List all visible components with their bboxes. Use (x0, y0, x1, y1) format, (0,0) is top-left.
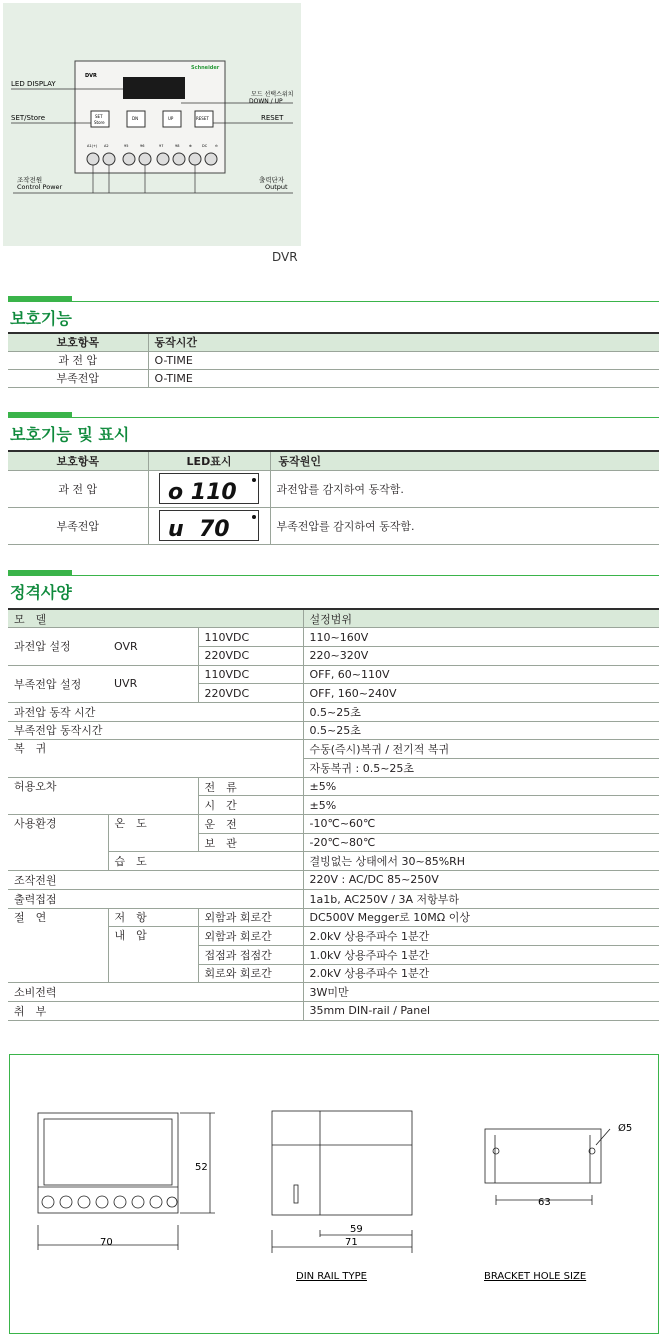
protection-display-table: 보호항목 LED표시 동작원인 과 전 압 o 110 과전압를 감지하여 동작함. 부족전압 u 70 부족전압를 감지하여 동작함. (8, 450, 659, 545)
svg-text:Store: Store (94, 120, 105, 125)
dim-52: 52 (195, 1162, 208, 1173)
svg-text:RESET: RESET (196, 116, 209, 121)
bracket-hole-label: BRACKET HOLE SIZE (484, 1271, 587, 1282)
led-display-overvoltage (159, 473, 259, 504)
section-ratings (8, 570, 659, 602)
svg-text:A2: A2 (104, 144, 109, 148)
label-output-en: Output (265, 183, 288, 191)
label-reset: RESET (261, 114, 284, 122)
bracket-view (485, 1129, 610, 1205)
protection-table: 보호항목 동작시간 과 전 압 O-TIME 부족전압 O-TIME (8, 332, 659, 388)
svg-text:95: 95 (124, 144, 129, 148)
table-row: 부족전압 u 70 부족전압를 감지하여 동작함. (8, 507, 659, 544)
svg-text:DN: DN (132, 116, 139, 121)
svg-text:⊖: ⊖ (215, 144, 218, 148)
svg-text:u 70: u 70 (168, 517, 230, 542)
section-title: 보호기능 (10, 309, 72, 328)
device-name: DVR (85, 73, 97, 79)
led-display-undervoltage (159, 510, 259, 541)
section-protection (8, 296, 659, 328)
table-row: 부족전압 O-TIME (8, 369, 659, 387)
front-view (38, 1113, 215, 1250)
dim-70: 70 (100, 1237, 113, 1248)
section-title: 정격사양 (10, 583, 72, 602)
svg-text:A1(+): A1(+) (87, 144, 98, 148)
dimension-drawings (9, 1054, 659, 1334)
dim-hole: Ø5 (618, 1123, 633, 1134)
table-row: 과 전 압 O-TIME (8, 351, 659, 369)
svg-text:98: 98 (175, 144, 180, 148)
label-led-display: LED DISPLAY (11, 80, 56, 88)
svg-text:⊕: ⊕ (189, 144, 192, 148)
svg-text:97: 97 (159, 144, 164, 148)
dim-59: 59 (350, 1224, 363, 1235)
svg-text:UP: UP (168, 116, 174, 121)
svg-text:DC: DC (202, 144, 208, 148)
svg-text:o 110: o 110 (168, 480, 237, 505)
table-row: 과 전 압 o 110 과전압를 감지하여 동작함. (8, 470, 659, 507)
svg-text:96: 96 (140, 144, 145, 148)
label-set-store: SET/Store (11, 114, 46, 122)
label-output-ko: 출력단자 (259, 176, 285, 184)
svg-text:SET: SET (95, 114, 103, 119)
brand-logo: Schneider (191, 65, 220, 71)
ratings-table: 모 델 설정범위 과전압 설정 OVR 110VDC 110~160V 220VDC 220~320V 부족전압 설정 UVR 110VDC OFF, 60~110V 220VDC OFF, 160~240V 과전압 동작 시간 0.5~25초 부족전압 동작시간 0.5~25초 복 귀 수동(즉시)복귀 / 전기적 복귀 자동복귀 : 0.5~25초 허용오차 전 류 ±5% 시 간 ±5% 사용환경 온 도 운 전 -10℃~60℃ 보 관 -20℃~80℃ 습 도 결빙없는 상태에서 30~85%RH 조작전원 220V : AC/DC 85~250V 출력접점 1a1b, AC250V / 3A 저항부하 절 연 저 항 외함과 회로간 DC500V Megger로 10MΩ 이상 내 압 외함과 회로간 2.0kV 상용주파수 1분간 접점과 접점간 1.0kV 상용주파수 1분간 회로와 회로간 2.0kV 상용주파수 1분간 소비전력 3W미만 취 부 35mm DIN-rail / Panel (8, 608, 659, 1021)
section-protection-display (8, 412, 659, 444)
section-title: 보호기능 및 표시 (10, 425, 130, 444)
product-photo (3, 3, 301, 246)
label-mode-en: DOWN / UP (249, 98, 283, 105)
label-control-power-ko: 조작전원 (17, 176, 43, 184)
photo-caption: DVR (272, 250, 298, 264)
label-mode-ko: 모드 선택스위치 (251, 91, 294, 98)
dim-71: 71 (345, 1237, 358, 1248)
din-rail-label: DIN RAIL TYPE (296, 1271, 367, 1282)
led-display (123, 77, 185, 99)
label-control-power-en: Control Power (17, 183, 63, 191)
side-view (272, 1111, 412, 1253)
dim-63: 63 (538, 1197, 551, 1208)
